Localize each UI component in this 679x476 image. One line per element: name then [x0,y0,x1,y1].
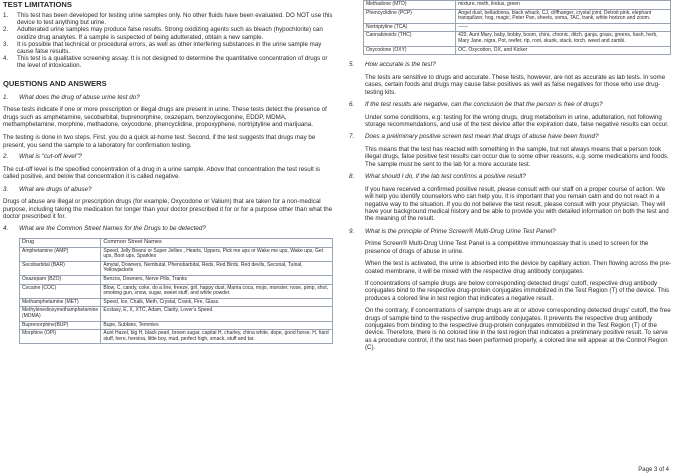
question-8: 8. What should I do, if the lab test confirms a positive result? [349,173,526,181]
question-1: 1. What does the drug of abuse urine test do? [3,93,140,101]
qa-title: QUESTIONS AND ANSWERS [3,78,107,88]
table-row: Cocaine (COC) Blow, C, candy, coke, do a line, freeze, girl, happy dust, Mama coca, mojo, monster, nose, pimp, shot, smoking gun, snow, sugar, sweet stuff, and white powder. [20,284,333,298]
answer-8: If you have received a confirmed positive result, please consult with our staff on a proper course of action. We will help you identify counselors who can help you. It is important that you remain calm and do not react in a negative way to the situation. If you do not believe the test result, please consult with your physician. They will have your background medical history and be able to provide you with detailed information on both the test and the meaning of the result. [365,185,669,223]
answer-9a: Prime Screen® Multi-Drug Urine Test Panel is a competitive immunoassay that is used to screen for the presence of drugs of abuse in urine. [365,240,649,255]
table-header: Drug [20,239,101,248]
table-row: Oxazepam (BZO) Benzos, Downers, Nerve Pills, Tranks [20,276,333,285]
limitations-title: TEST LIMITATIONS [3,0,72,9]
list-item: 4. This test is a qualitative screening assay. It is not designed to determine the quantitative concentration of drugs or the level of intoxication. [3,55,328,70]
question-9: 9. What is the principle of Prime Screen® Multi-Drug Urine Test Panel? [349,227,556,235]
table-row: Secobarbital (BAR) Amytal, Downers, Nembutal, Phenobarbital, Reds, Red Birds, Red devils, Seconal, Tuinal, Yellowjackets [20,261,333,275]
question-3: 3. What are drugs of abuse? [3,185,92,193]
list-item: 3. It is possible that technical or procedural errors, as well as other interfering substances in the urine sample may cause false results. [3,40,322,56]
table-row: Methadone (MTD) mixture, meth, lindus, green [364,1,671,10]
answer-1b: The testing is done in two steps. First, you do a quick at-home test. Second, if the test suggests that drugs may be present, you send the sample to a laboratory for confirmation testing. [3,134,316,149]
street-names-table [19,238,333,344]
table-header-row [20,239,333,248]
table-row: Oxycodone (OXY) OC, Oxycotton, OX, and Kicker [364,46,671,55]
table-row: Morphine (OPI) Aunt Hazel, big H, black pearl, brown sugar, capital H, charley, china white, dope, good horse, H, hard stuff, hero, heroina, little boy, mud, perfect high, smack, stuff and tar. [20,330,333,344]
right-column [349,0,671,352]
answer-9d: On the contrary, if concentrations of sample drugs are at or above corresponding detected drugs' cutoff, the free drugs of sample bind to the respective drug antibody conjugates. It prevents the respective drug antibody conjugates from binding to the respective drug-protein conjugates immobilized in the Test Region (T) of the device. Therefore, there is no colored line in the test region that indicates a preliminary positive result. To serve as a procedure control, if the test has been performed properly, a colored line will appear at the Control Region (C). [365,307,671,352]
street-names-table-continued [363,0,671,55]
answer-5: The tests are sensitive to drugs and accurate. These tests, however, are not as accurate as lab tests. In some cases, certain foods and drugs may cause false positives as well as false negatives for those who use drug-testing kits. [365,73,666,96]
table-row: Phencyclidine (PCP) Angel dust, belladonna, black whack, CJ, cliffhanger, crystal joint, Detroit pink, elephant tranquilizer, hog, magic, Peter Pan, sheets, soma, TAC, trank, white horizon and zoom. [364,9,671,23]
table-row: Cannabinoids (THC) 420, Aunt Mary, baby, bobby, boom, chira, chronic, ditch, ganja, grass, greens, hash, herb, Mary Jane, nigra, Pot, reefer, rip, root, skunk, stack, torch, weed and zambi. [364,32,671,46]
answer-9b: When the test is activated, the urine is absorbed into the device by capillary action. Then flowing across the pre-coated membrane, it will be mixed with the respective drug antibody conjugates. [365,260,671,275]
answer-2: The cut-off level is the specified concentration of a drug in a urine sample. Above that concentration the test result is called positive, and below that concentration it is called negative. [3,165,321,181]
question-7: 7. Does a preliminary positive screen test mean that drugs of abuse have been found? [349,133,599,141]
table-row: Methylenedioxymethamphetamine (MDMA) Ecstasy, E, X, XTC, Adam, Clarity, Lover's Speed [20,307,333,321]
answer-3: Drugs of abuse are illegal or prescription drugs (for example, Oxycodone or Valium) that are taken for a non-medical purpose, including taking the medication for longer than your doctor prescribed it for or for a purpose other than what the doctor prescribed it for. [3,198,333,221]
table-row: Buprenorphine(BUP) Bupe, Subbies, Temmies [20,321,333,330]
list-item: 1. This test has been developed for testing urine samples only. No other fluids have been evaluated. DO NOT use this device to test anything but urine. [3,12,333,27]
page-number: Page 3 of 4 [638,467,669,473]
table-row: Methamphetamine (MET) Speed, Ice, Chalk, Meth, Crystal, Crank, Fire, Glass. [20,298,333,307]
table-header: Common Street Names [101,239,333,248]
question-6: 6. If the test results are negative, can the conclusion be that the person is free of drugs? [349,100,603,108]
left-column [3,0,333,344]
list-item: 2. Adulterated urine samples may produce false results. Strong oxidizing agents such as bleach (hypochlorite) can oxidize drug analytes. If a sample is suspected of being adulterated, obtain a new sample. [3,26,323,41]
question-5: 5. How accurate is the test? [349,61,436,69]
answer-6: Under some conditions, e.g: testing for the wrong drugs, drug metabolism in urine, adulteration, not following storage recommendations, and use of the test device after the expiration date, false negative results can occur. [365,113,669,128]
question-2: 2. What is "cut-off level"? [3,153,82,161]
limitations-list [3,12,333,70]
answer-7: This means that the test has reacted with something in the sample, but not always means that a person took illegal drugs, false positive test results can occur due to some other reasons, e.g. some medications and foods. The sample must be sent to the lab for a more accurate test. [365,145,669,168]
table-row: Nortriptyline (TCA) ------ [364,23,671,32]
question-4: 4. What are the Common Street Names for the Drugs to be detected? [3,225,206,233]
table-row: Amphetamine (AMP) Speed, Jelly Beans or Super Jellies , Hearts, Uppers, Pick me ups or Wake me ups, Wake ups, Get ups, Boot ups, Sparkles [20,247,333,261]
answer-9c: If concentrations of sample drugs are below corresponding detected drugs' cutoff, respective drug antibody conjugates bind to the respective drug-protein conjugates immobilized in the Test Region (T) of the device. This produces a colored line in test region that indicates a negative result. [365,280,670,302]
answer-1a: These tests indicate if one or more prescription or illegal drugs are present in urine. These tests detect the presence of drugs such as amphetamine, secobarbital, buprenorphine, oxazepam, benzoylecgonine, EDDP, MDMA, methamphetamine, morphine, methadone, oxycodone, phencyclidine, propoxyphene, nortriptyline and marijuana. [3,106,327,129]
